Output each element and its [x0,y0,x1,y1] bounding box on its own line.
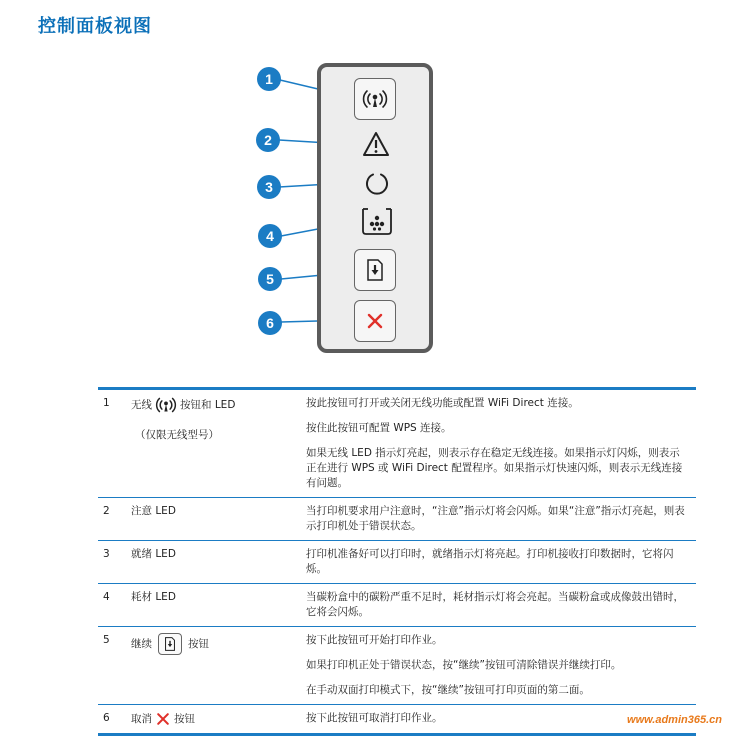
ready-led [363,169,391,197]
row-number: 1 [103,397,110,409]
row-name-note: （仅限无线型号） [135,429,219,441]
table-row [98,540,696,583]
row-name: 就绪 LED [131,548,176,560]
callout-5: 5 [258,267,282,291]
callout-4: 4 [258,224,282,248]
cancel-button[interactable] [354,300,396,342]
callout-6: 6 [258,311,282,335]
wireless-icon [155,396,177,414]
table-row [98,704,696,733]
row-name [131,633,306,698]
ready-icon [364,170,390,196]
row-name [131,711,306,727]
row-name-suffix: 按钮 [188,637,209,650]
page-title: 控制面板视图 [38,16,152,37]
resume-icon [164,637,176,651]
control-description-table [98,387,696,736]
wireless-button[interactable] [354,78,396,120]
row-name-prefix: 取消 [131,712,152,725]
table-row [98,583,696,626]
cancel-icon [155,711,171,727]
table-row [98,626,696,704]
row-description: 按下此按钮可取消打印作业。 [306,712,443,724]
callout-3: 3 [257,175,281,199]
row-number: 6 [103,712,110,724]
row-description: 打印机准备好可以打印时，就绪指示灯将亮起。打印机接收打印数据时，它将闪烁。 [306,548,674,575]
attention-led [361,130,391,158]
row-name: 耗材 LED [131,591,176,603]
row-description: 按下此按钮可开始打印作业。 如果打印机正处于错误状态，按“继续”按钮可清除错误并继续打印。 在手动双面打印模式下，按“继续”按钮可打印页面的第二面。 [306,634,622,696]
resume-button-icon [158,633,182,655]
row-name-prefix: 继续 [131,637,152,650]
row-name-suffix: 按钮和 LED [180,398,236,411]
supplies-led [359,204,395,238]
resume-icon [366,259,384,281]
row-description: 按此按钮可打开或关闭无线功能或配置 WiFi Direct 连接。 按住此按钮可配置 WPS 连接。 如果无线 LED 指示灯亮起，则表示存在稳定无线连接。如果指示灯闪烁，则表示正在进行 WPS 或 WiFi Direct 配置程序。如果指示灯快速闪烁，则表示无线连接有问题。 [306,397,683,489]
row-description: 当打印机要求用户注意时，“注意”指示灯将会闪烁。如果“注意”指示灯亮起，则表示打印机处于错误状态。 [306,505,685,532]
callout-1: 1 [257,67,281,91]
supplies-icon [360,205,394,237]
resume-button[interactable] [354,249,396,291]
row-name-suffix: 按钮 [174,712,195,725]
callout-2: 2 [256,128,280,152]
row-number: 5 [103,634,110,646]
row-number: 3 [103,548,110,560]
cancel-icon [365,311,385,331]
watermark: www.admin365.cn [627,714,722,726]
row-description: 当碳粉盒中的碳粉严重不足时，耗材指示灯将会亮起。当碳粉盒或成像鼓出错时，它将会闪烁。 [306,591,684,618]
row-name-prefix: 无线 [131,398,152,411]
table-row [98,390,696,497]
row-number: 4 [103,591,110,603]
row-name [131,396,306,491]
wireless-icon [362,88,388,110]
warning-icon [362,131,390,157]
row-number: 2 [103,505,110,517]
row-name: 注意 LED [131,505,176,517]
table-row [98,497,696,540]
